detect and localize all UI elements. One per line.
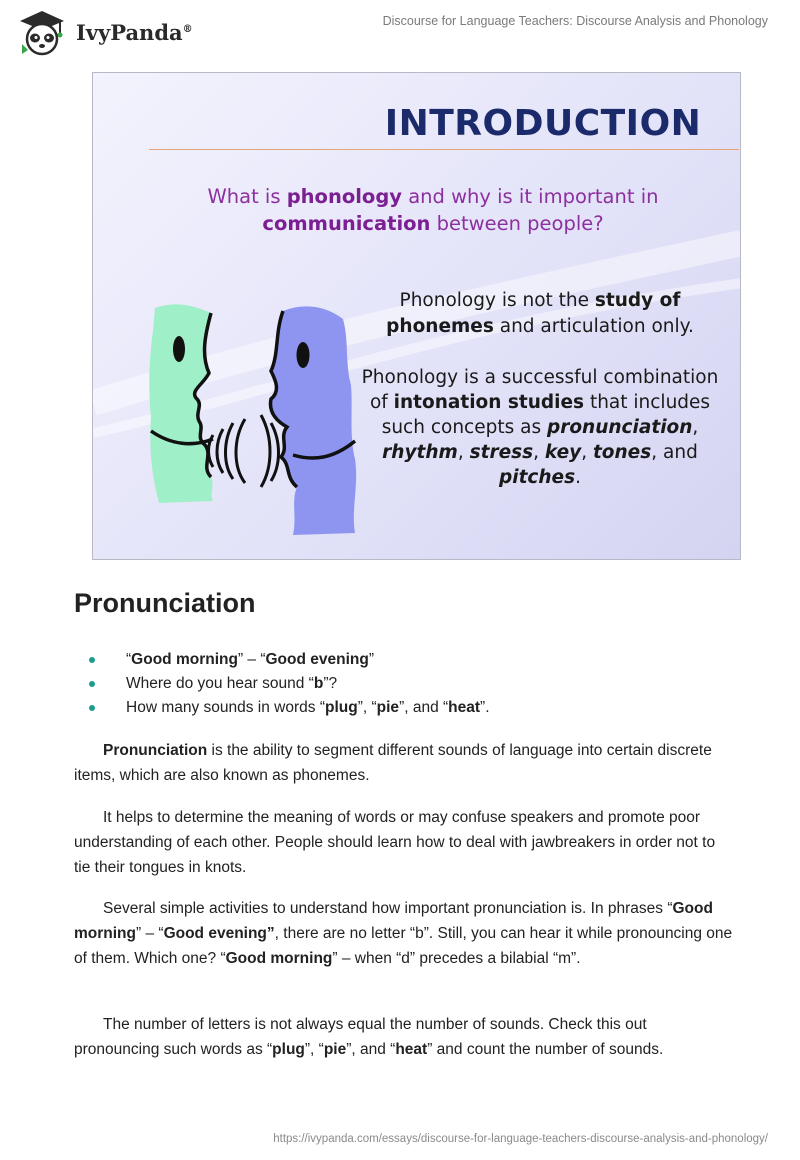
section-heading: Pronunciation bbox=[74, 588, 256, 618]
sound-waves-icon bbox=[209, 415, 279, 487]
paragraph-1: Pronunciation is the ability to segment different sounds of language into certain discrete items, which are also known as phonemes. bbox=[74, 742, 712, 784]
slide-text-1: Phonology is not the study of phonemes and articulation only. bbox=[386, 290, 694, 337]
brand-name[interactable]: IvyPanda® bbox=[76, 20, 193, 45]
document-title: Discourse for Language Teachers: Discourse Analysis and Phonology bbox=[382, 14, 768, 28]
slide-question: What is phonology and why is it important in communication between people? bbox=[207, 185, 659, 235]
slide-text-2: Phonology is a successful combination of intonation studies that includes such concepts as pronunciation, rhythm, stress, key, tones, and pitches. bbox=[361, 367, 719, 488]
list-item: How many sounds in words “plug”, “pie”, and “heat”. bbox=[74, 696, 734, 720]
bullet-list bbox=[74, 648, 734, 720]
slide-divider bbox=[149, 149, 739, 150]
paragraph-3: Several simple activities to understand how important pronunciation is. In phrases “Good morning” – “Good evening”, there are no letter “b”. Still, you can hear it while pronouncing one of them. Which one? “Good morning” – when “d” precedes a bilabial “m”. bbox=[74, 900, 733, 967]
slide-title: INTRODUCTION bbox=[384, 103, 702, 144]
list-item: Where do you hear sound “b”? bbox=[74, 672, 734, 696]
list-item: “Good morning” – “Good evening” bbox=[74, 648, 734, 672]
introduction-slide-image bbox=[92, 72, 741, 560]
paragraph-4: The number of letters is not always equal the number of sounds. Check this out pronouncing such words as “plug”, “pie”, and “heat” and count the number of sounds. bbox=[74, 1016, 664, 1058]
source-url-link[interactable]: https://ivypanda.com/essays/discourse-for-language-teachers-discourse-analysis-and-phonology/ bbox=[273, 1133, 768, 1145]
page-header bbox=[0, 0, 800, 70]
paragraph-2: It helps to determine the meaning of words or may confuse speakers and promote poor understanding of each other. People should learn how to deal with jawbreakers in order not to tie their tongues in knots. bbox=[74, 809, 716, 876]
ivypanda-logo-icon[interactable] bbox=[14, 8, 70, 56]
right-face-icon bbox=[271, 306, 357, 535]
